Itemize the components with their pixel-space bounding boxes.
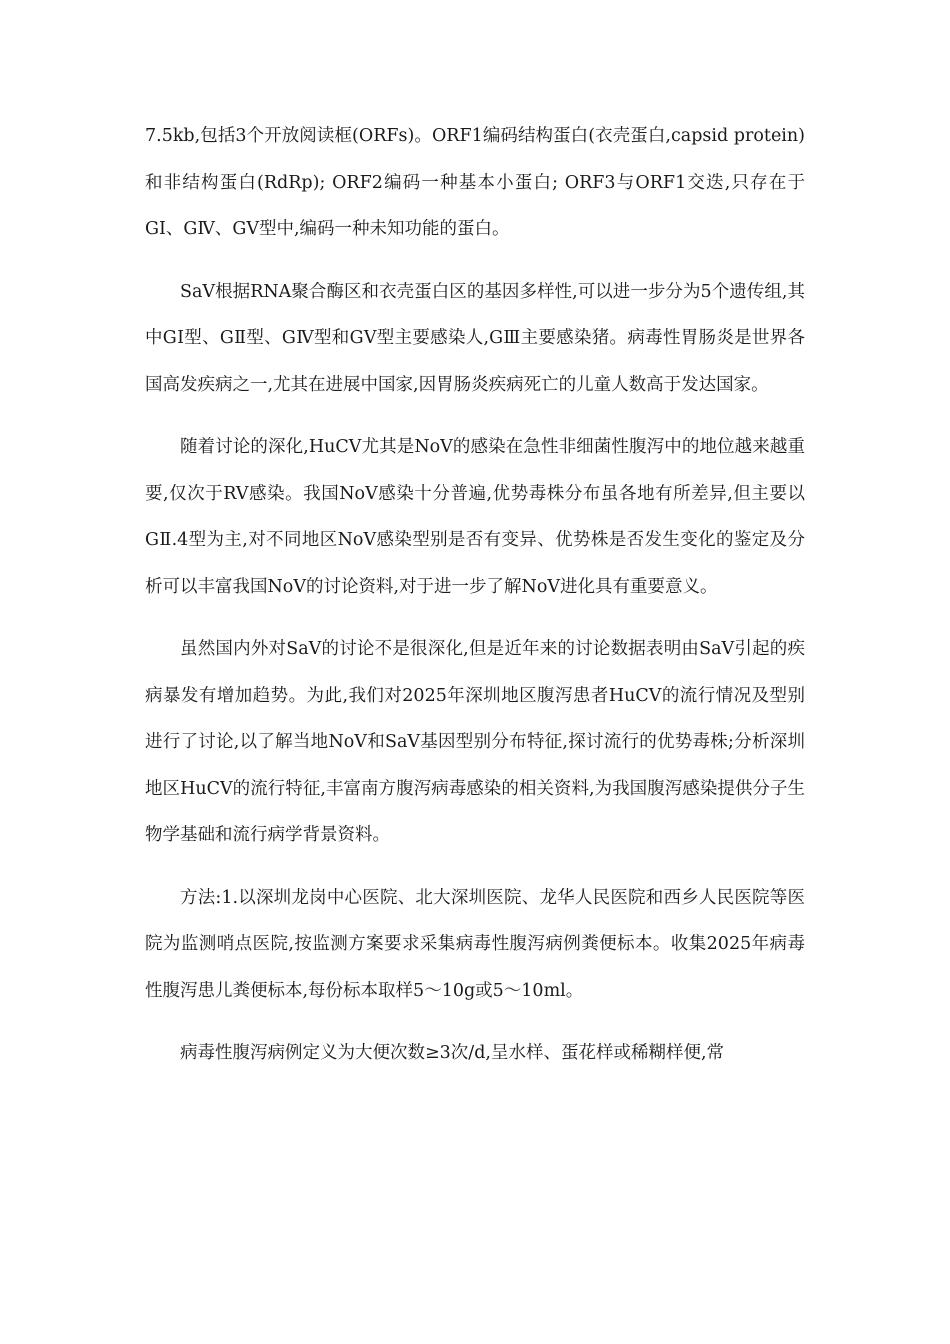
paragraph-6: 病毒性腹泻病例定义为大便次数≥3次/d,呈水样、蛋花样或稀糊样便,常 (180, 1043, 725, 1063)
paragraph-4: 虽然国内外对SaV的讨论不是很深化,但是近年来的讨论数据表明由SaV引起的疾病暴发有增加趋势。为此,我们对2025年深圳地区腹泻患者HuCV的流行情况及型别进行了讨论,以了解当地NoV和SaV基因型别分布特征,探讨流行的优势毒株;分析深圳地区HuCV的流行特征,丰富南方腹泻病毒感染的相关资料,为我国腹泻感染提供分子生物学基础和流行病学背景资料。 (145, 639, 805, 845)
paragraph-2: SaV根据RNA聚合酶区和衣壳蛋白区的基因多样性,可以进一步分为5个遗传组,其中GⅠ型、GⅡ型、GⅣ型和GⅤ型主要感染人,GⅢ主要感染猪。病毒性胃肠炎是世界各国高发疾病之一,尤其在进展中国家,因胃肠炎疾病死亡的儿童人数高于发达国家。 (145, 281, 805, 395)
document-body (145, 113, 805, 1077)
paragraph-5: 方法:1.以深圳龙岗中心医院、北大深圳医院、龙华人民医院和西乡人民医院等医院为监测哨点医院,按监测方案要求采集病毒性腹泻病例粪便标本。收集2025年病毒性腹泻患儿粪便标本,每份标本取样5～10g或5～10ml。 (145, 887, 805, 1001)
paragraph-3: 随着讨论的深化,HuCV尤其是NoV的感染在急性非细菌性腹泻中的地位越来越重要,仅次于RV感染。我国NoV感染十分普遍,优势毒株分布虽各地有所差异,但主要以GⅡ.4型为主,对不同地区NoV感染型别是否有变异、优势株是否发生变化的鉴定及分析可以丰富我国NoV的讨论资料,对于进一步了解NoV进化具有重要意义。 (145, 437, 805, 597)
paragraph-1: 7.5kb,包括3个开放阅读框(ORFs)。ORF1编码结构蛋白(衣壳蛋白,capsid protein)和非结构蛋白(RdRp); ORF2编码一种基本小蛋白; ORF3与ORF1交迭,只存在于GⅠ、GⅣ、GⅤ型中,编码一种未知功能的蛋白。 (145, 126, 805, 239)
